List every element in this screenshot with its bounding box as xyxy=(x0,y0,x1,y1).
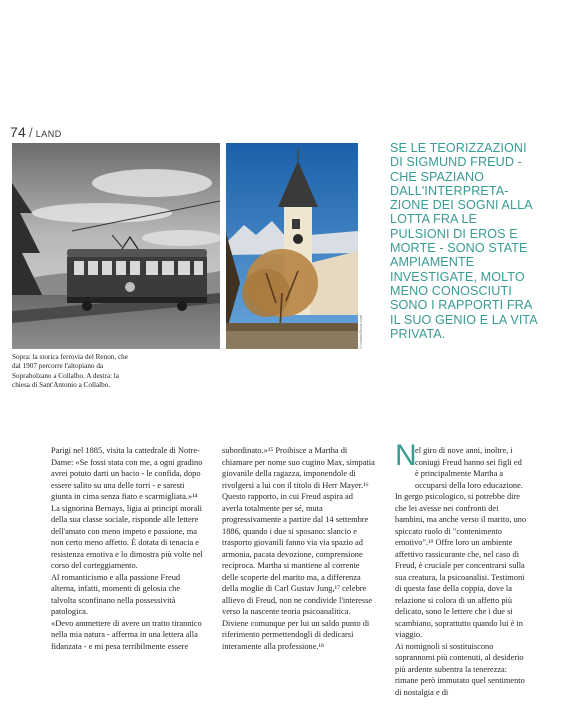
article-paragraph: Parigi nel 1885, visita la cattedrale di Notre-Dame: «Se fossi stata con me, a ogni gradino avrei potuto darti un bacio - le confida, dopo essere salito su una delle torri - e saresti giunta in cima senza fiato e scarmigliata.»¹⁴ xyxy=(51,446,203,501)
article-paragraph: In gergo psicologico, si potrebbe dire che lei avesse nei confronti dei bambini, ma anche verso il marito, uno spiccato ruolo di "contenimento emotivo".¹⁹ Offre loro un ambiente affettivo rassicurante che, nel caso di Freud, è cruciale per concentrarsi sulla sua creatura, la psicoanalisi. Testimoni di questa fase della coppia, dove la relazione si colora di un affetto più delicato, sono le lettere che i due si scambiano, soprattutto quando lui è in viaggio. xyxy=(395,492,527,639)
page-number: 74 xyxy=(10,124,26,140)
article-paragraph: La signorina Bernays, ligia ai principi morali della sua classe sociale, risponde alle lettere dell'amato con meno impeto e passione, ma non certo meno affetto. È dotata di tenacia e resistenza emotiva e lo dimostra più volte nel corso del corteggiamento. xyxy=(51,503,203,570)
article-paragraph: subordinato.»¹⁵ Proibisce a Martha di chiamare per nome suo cugino Max, simpatia giovanile della ragazza, imponendole di rivolgersi a lui con il titolo di Herr Mayer.¹⁶ Questo rapporto, in cui Freud aspira ad averla totalmente per sé, muta progressivamente a partire dal 14 settembre 1886, quando i due si sposano: slancio e trasporto giovanili fanno via via spazio ad armonia, pacata devozione, comprensione reciproca. Martha si mantiene al corrente delle scoperte del marito ma, a differenza della moglie di Carl Gustav Jung,¹⁷ celebre allievo di Freud, non ne condivide l'interesse verso la nascente teoria psicoanalitica. Diviene comunque per lui un saldo punto di riferimento permettendogli di dedicarsi interamente alla professione.¹⁸ xyxy=(222,446,375,651)
article-column-2 xyxy=(222,445,375,652)
section-label: LAND xyxy=(35,129,62,139)
article-paragraph: «Devo ammettere di avere un tratto tirannico nella mia natura - afferma in una lettera alla fidanzata - e mi pesa terribilmente essere xyxy=(51,618,202,651)
article-column-3 xyxy=(395,445,527,698)
church-photo xyxy=(226,143,358,349)
article-paragraph: el giro di nove anni, inoltre, i coniugi Freud hanno sei figli ed è principalmente Martha a occuparsi della loro educazione. xyxy=(415,446,523,490)
pull-quote: SE LE TEORIZZAZIONI DI SIGMUND FREUD - CHE SPAZIANO DALL'INTERPRETA-ZIONE DEI SOGNI ALLA LOTTA FRA LE PULSIONI DI EROS E MORTE - SONO STATE AMPIAMENTE INVESTIGATE, MOLTO MENO CONOSCIUTI SONO I RAPPORTI FRA IL SUO GENIO E LA VITA PRIVATA. xyxy=(390,141,538,341)
page-folio xyxy=(10,124,62,140)
article-paragraph: Al romanticismo e alla passione Freud alterna, infatti, momenti di gelosia che talvolta sconfinano nella possessività patologica. xyxy=(51,572,181,616)
photo-credit: ©AdobeStock.com xyxy=(358,314,363,350)
railway-photo xyxy=(12,143,220,349)
photo-caption: Sopra: la storica ferrovia del Renon, che dal 1907 percorre l'altopiano da Soprabolzano a Collalbo. A destra: la chiesa di Sant'Antonio a Collalbo. xyxy=(12,353,128,390)
article-paragraph: Ai nomignoli si sostituiscono soprannomi più contenuti, al desiderio più ardente subentra la tenerezza: rimane però immutato quel sentimento di nostalgia e di xyxy=(395,641,525,697)
article-column-1 xyxy=(51,445,203,652)
drop-cap: N xyxy=(395,439,417,472)
folio-separator: / xyxy=(28,125,33,140)
